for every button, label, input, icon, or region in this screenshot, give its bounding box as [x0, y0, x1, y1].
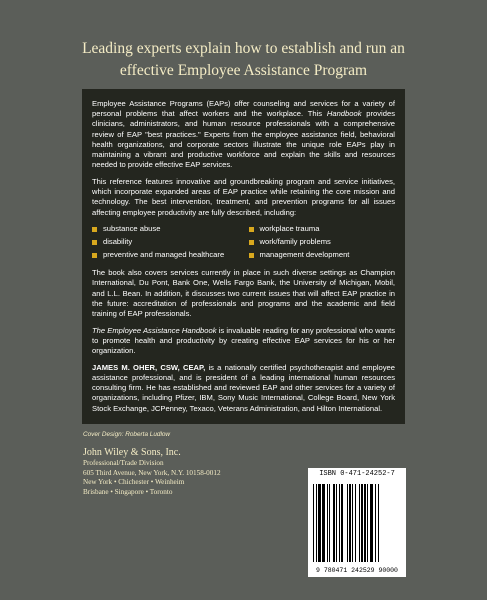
description-panel: [82, 89, 405, 424]
bullet-square-icon: [249, 227, 254, 232]
book-title-em: The Employee Assistance Handbook: [92, 325, 217, 335]
intro-paragraph: [92, 99, 395, 170]
bullet-square-icon: [249, 240, 254, 245]
bullet-item: [249, 237, 396, 247]
publisher-name: John Wiley & Sons, Inc.: [83, 447, 181, 458]
settings-paragraph: The book also covers services currently in place in such diverse settings as Champion International, Du Pont, Bank One, Wells Fargo Bank, the University of Michigan, Mobil, and L.L. Bean. In addition, it discusses two current issues that will affect EAP practice in the future: accreditation of professionals and programs and the academic and field training of EAP professionals.: [92, 268, 395, 319]
author-bio-text: is a nationally certified psychotherapist and employee assistance professional, and is president of a leading international human resources consulting firm. He has established and reviewed EAP and other services for a variety of organizations, including Pfizer, IBM, Sony Music International, College Board, New York Stock Exchange, JCPenney, Texaco, Veterans Administration, and Hilton International.: [92, 362, 395, 413]
bullet-square-icon: [92, 253, 97, 258]
intro-text-b: provides clinicians, administrators, and human resource professionals with a comprehensive review of EAP "best practices." Experts from the employee assistance field, behavioral health organizations, and corporate sectors illustrate the unique role EAPs play in maintaining a vibrant and productive workforce and explain the skills and resources needed to provide effective EAP services.: [92, 109, 395, 170]
recommendation-text: is invaluable reading for any professional who wants to promote health and productivity by creating effective EAP services for his or her organization.: [92, 325, 395, 356]
topic-bullet-list: [92, 224, 395, 260]
barcode-bars: [313, 484, 401, 562]
bullet-square-icon: [92, 240, 97, 245]
features-paragraph: This reference features innovative and groundbreaking program and service initiatives, which incorporate expanded areas of EAP practice while retaining the core mission and technology. The best intervention, treatment, and prevention programs for all issues affecting employee productivity are fully described, including:: [92, 176, 395, 217]
cover-design-credit: Cover Design: Roberta Ludlow: [83, 431, 171, 438]
bullet-item: [92, 237, 239, 247]
bullet-label: disability: [103, 237, 133, 247]
intro-text-a: Employee Assistance Programs (EAPs) offer counseling and services for a variety of personal problems that affect workers and the workplace. This: [92, 99, 395, 119]
barcode: [308, 480, 406, 577]
publisher-line: Professional/Trade Division: [83, 459, 164, 467]
publisher-line: 605 Third Avenue, New York, N.Y. 10158-0012: [83, 468, 221, 477]
headline-line-1: Leading experts explain how to establish and run an: [82, 40, 405, 57]
barcode-bar: [379, 484, 380, 562]
bullet-item: [249, 224, 396, 234]
author-bio-paragraph: [92, 363, 395, 414]
bullet-item: [92, 250, 239, 260]
isbn-label: ISBN 0-471-24252-7: [308, 468, 406, 480]
bullet-square-icon: [249, 253, 254, 258]
bullet-label: management development: [259, 250, 350, 260]
bullet-label: work/family problems: [259, 237, 331, 247]
recommendation-paragraph: [92, 326, 395, 357]
bullet-label: substance abuse: [103, 224, 161, 234]
ean-number: 9 780471 242529: [316, 567, 375, 574]
bullet-square-icon: [92, 227, 97, 232]
publisher-line: New York • Chichester • Weinheim: [83, 478, 185, 486]
barcode-numbers: [308, 567, 406, 574]
publisher-block: [83, 447, 221, 497]
bullet-item: [92, 224, 239, 234]
publisher-line: Brisbane • Singapore • Toronto: [83, 487, 173, 496]
bullet-label: workplace trauma: [259, 224, 320, 234]
author-name: JAMES M. OHER, CSW, CEAP,: [92, 362, 206, 372]
headline: [40, 38, 447, 82]
addon-number: 90000: [378, 567, 398, 574]
intro-handbook-em: Handbook: [326, 109, 362, 119]
headline-line-2: effective Employee Assistance Program: [119, 62, 368, 79]
bullet-item: [249, 250, 396, 260]
bullet-label: preventive and managed healthcare: [103, 250, 225, 260]
